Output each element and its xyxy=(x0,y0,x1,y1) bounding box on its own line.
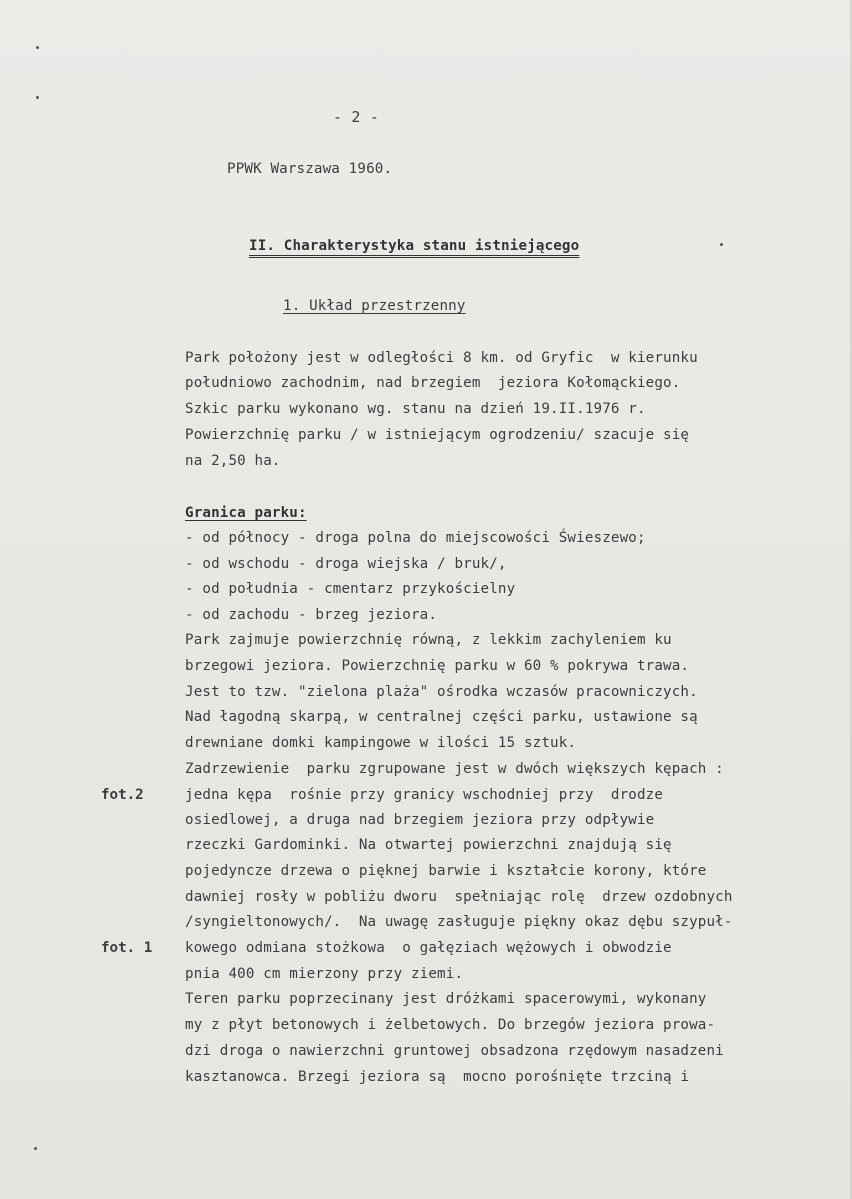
section-title: II. Charakterystyka stanu istniejącego xyxy=(249,238,580,254)
scan-speck xyxy=(36,46,39,49)
paragraph-2-line: pojedyncze drzewa o pięknej barwie i kształcie korony, które xyxy=(185,863,707,879)
paragraph-1-line: Szkic parku wykonano wg. stanu na dzień 19.II.1976 r. xyxy=(185,401,646,417)
scan-speck xyxy=(720,243,723,246)
paragraph-1-line: południowo zachodnim, nad brzegiem jeziora Kołomąckiego. xyxy=(185,375,681,391)
paragraph-2-line: rzeczki Gardominki. Na otwartej powierzchni znajdują się xyxy=(185,837,672,853)
paragraph-2-line: /syngieltonowych/. Na uwagę zasługuje piękny okaz dębu szypuł- xyxy=(185,914,733,930)
scan-speck xyxy=(36,96,39,99)
paragraph-2-line: dzi droga o nawierzchni gruntowej obsadzona rzędowym nasadzeni xyxy=(185,1043,724,1059)
paragraph-2-line: Zadrzewienie parku zgrupowane jest w dwóch większych kępach : xyxy=(185,761,724,777)
paragraph-2-line: drewniane domki kampingowe w ilości 15 sztuk. xyxy=(185,735,577,751)
boundary-item: - od wschodu - droga wiejska / bruk/, xyxy=(185,556,507,572)
paragraph-2-line: Teren parku poprzecinany jest dróżkami spacerowymi, wykonany xyxy=(185,991,707,1007)
margin-note-fot-1: fot. 1 xyxy=(101,940,153,956)
paragraph-2-line: brzegowi jeziora. Powierzchnię parku w 60 % pokrywa trawa. xyxy=(185,658,690,674)
header-line: PPWK Warszawa 1960. xyxy=(227,161,393,177)
paragraph-2-line: jedna kępa rośnie przy granicy wschodniej przy drodze xyxy=(185,787,664,803)
paragraph-2-line: dawniej rosły w pobliżu dworu spełniając rolę drzew ozdobnych xyxy=(185,889,733,905)
boundary-heading: Granica parku: xyxy=(185,505,307,521)
paragraph-2-line: osiedlowej, a druga nad brzegiem jeziora przy odpływie xyxy=(185,812,655,828)
margin-note-fot-2: fot.2 xyxy=(101,787,144,803)
boundary-item: - od południa - cmentarz przykościelny xyxy=(185,581,516,597)
paragraph-1-line: Park położony jest w odległości 8 km. od Gryfic w kierunku xyxy=(185,350,698,366)
subsection-title: 1. Układ przestrzenny xyxy=(283,298,466,314)
scan-speck xyxy=(34,1147,37,1150)
paragraph-2-line: kasztanowca. Brzegi jeziora są mocno porośnięte trzciną i xyxy=(185,1069,690,1085)
paragraph-2-line: Nad łagodną skarpą, w centralnej części parku, ustawione są xyxy=(185,709,698,725)
paragraph-1-line: Powierzchnię parku / w istniejącym ogrodzeniu/ szacuje się xyxy=(185,427,690,443)
paragraph-2-line: my z płyt betonowych i żelbetowych. Do brzegów jeziora prowa- xyxy=(185,1017,716,1033)
paragraph-1-line: na 2,50 ha. xyxy=(185,453,281,469)
paragraph-2-line: Jest to tzw. "zielona plaża" ośrodka wczasów pracowniczych. xyxy=(185,684,698,700)
paragraph-2-line: Park zajmuje powierzchnię równą, z lekkim zachyleniem ku xyxy=(185,632,672,648)
paragraph-2-line: pnia 400 cm mierzony przy ziemi. xyxy=(185,966,464,982)
boundary-item: - od północy - droga polna do miejscowości Świeszewo; xyxy=(185,530,646,546)
page-number: - 2 - xyxy=(333,108,379,126)
paragraph-2-line: kowego odmiana stożkowa o gałęziach wężowych i obwodzie xyxy=(185,940,672,956)
boundary-item: - od zachodu - brzeg jeziora. xyxy=(185,607,438,623)
